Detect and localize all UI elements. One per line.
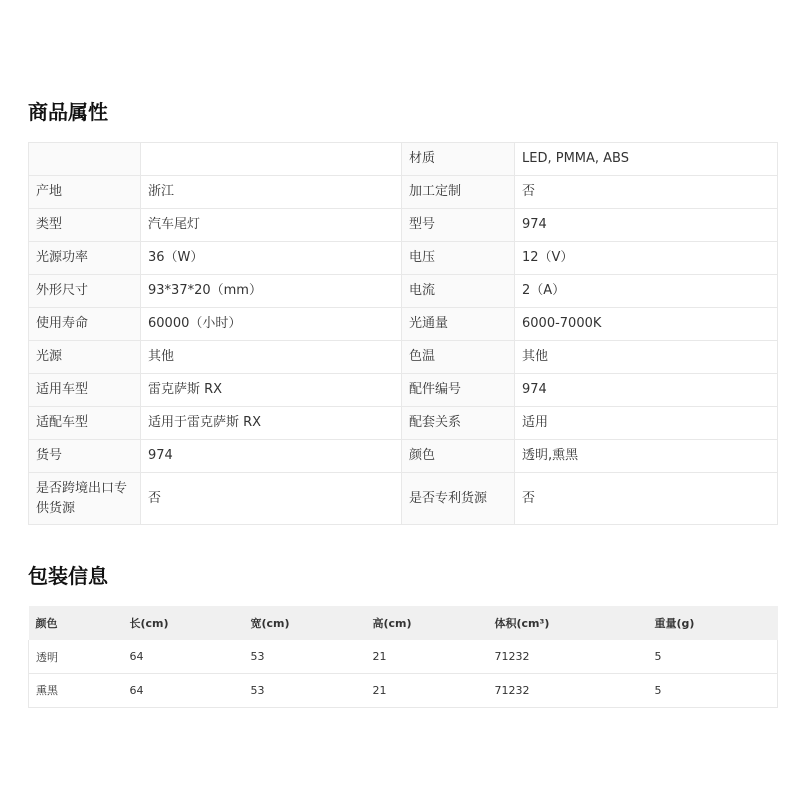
table-cell: 21 bbox=[366, 640, 488, 674]
attribute-label: 电压 bbox=[402, 242, 515, 275]
attribute-value: 其他 bbox=[515, 341, 778, 374]
table-cell: 64 bbox=[123, 674, 244, 708]
attribute-row bbox=[29, 275, 778, 308]
attribute-value: 93*37*20（mm） bbox=[141, 275, 402, 308]
attribute-label: 加工定制 bbox=[402, 176, 515, 209]
attribute-value: 适用于雷克萨斯 RX bbox=[141, 407, 402, 440]
attribute-label: 适配车型 bbox=[29, 407, 141, 440]
attribute-value: 汽车尾灯 bbox=[141, 209, 402, 242]
table-cell: 71232 bbox=[488, 674, 648, 708]
column-header: 宽(cm) bbox=[250, 617, 290, 630]
attribute-value: 36（W） bbox=[141, 242, 402, 275]
attribute-label: 适用车型 bbox=[29, 374, 141, 407]
attribute-value: 974 bbox=[515, 209, 778, 242]
packaging-header-row bbox=[29, 606, 778, 640]
attribute-row bbox=[29, 209, 778, 242]
attribute-value: 60000（小时） bbox=[141, 308, 402, 341]
attribute-value: 974 bbox=[141, 440, 402, 473]
column-header: 颜色 bbox=[35, 617, 58, 630]
attribute-label: 外形尺寸 bbox=[29, 275, 141, 308]
table-cell: 5 bbox=[648, 674, 778, 708]
attribute-label: 货号 bbox=[29, 440, 141, 473]
column-header: 长(cm) bbox=[129, 617, 169, 630]
attribute-value: 透明,熏黑 bbox=[515, 440, 778, 473]
attribute-label: 材质 bbox=[402, 143, 515, 176]
table-cell: 熏黑 bbox=[29, 674, 123, 708]
column-header: 体积(cm³) bbox=[494, 617, 550, 630]
attribute-row bbox=[29, 308, 778, 341]
attribute-value: 974 bbox=[515, 374, 778, 407]
attribute-value: LED, PMMA, ABS bbox=[515, 143, 778, 176]
attribute-label: 型号 bbox=[402, 209, 515, 242]
packaging-table bbox=[28, 606, 778, 708]
attribute-value: 否 bbox=[515, 176, 778, 209]
attribute-label: 光源功率 bbox=[29, 242, 141, 275]
attribute-value: 否 bbox=[141, 473, 402, 525]
attribute-label: 类型 bbox=[29, 209, 141, 242]
attribute-value: 适用 bbox=[515, 407, 778, 440]
table-cell: 5 bbox=[648, 640, 778, 674]
attribute-value bbox=[141, 143, 402, 176]
attribute-label: 使用寿命 bbox=[29, 308, 141, 341]
attribute-row bbox=[29, 374, 778, 407]
table-cell: 53 bbox=[244, 640, 366, 674]
attribute-label: 颜色 bbox=[402, 440, 515, 473]
table-cell: 53 bbox=[244, 674, 366, 708]
attributes-table bbox=[28, 142, 778, 525]
attribute-label: 是否专利货源 bbox=[402, 473, 515, 525]
attribute-label: 配件编号 bbox=[402, 374, 515, 407]
attribute-label: 产地 bbox=[29, 176, 141, 209]
attribute-row bbox=[29, 176, 778, 209]
attribute-value: 其他 bbox=[141, 341, 402, 374]
table-cell: 透明 bbox=[29, 640, 123, 674]
attribute-label: 配套关系 bbox=[402, 407, 515, 440]
attribute-value: 12（V） bbox=[515, 242, 778, 275]
attribute-row bbox=[29, 440, 778, 473]
attribute-row bbox=[29, 341, 778, 374]
attribute-value: 6000-7000K bbox=[515, 308, 778, 341]
attribute-row bbox=[29, 473, 778, 525]
attribute-label: 光通量 bbox=[402, 308, 515, 341]
attribute-value: 雷克萨斯 RX bbox=[141, 374, 402, 407]
table-cell: 64 bbox=[123, 640, 244, 674]
column-header: 重量(g) bbox=[654, 617, 695, 630]
attribute-label: 色温 bbox=[402, 341, 515, 374]
attributes-title: 商品属性 bbox=[28, 100, 108, 124]
table-row bbox=[29, 640, 778, 674]
packaging-title: 包装信息 bbox=[28, 564, 108, 588]
attribute-label bbox=[29, 143, 141, 176]
attribute-row bbox=[29, 407, 778, 440]
table-row bbox=[29, 674, 778, 708]
column-header: 高(cm) bbox=[372, 617, 412, 630]
attribute-value: 浙江 bbox=[141, 176, 402, 209]
attribute-row bbox=[29, 242, 778, 275]
attribute-label: 光源 bbox=[29, 341, 141, 374]
attribute-value: 2（A） bbox=[515, 275, 778, 308]
attribute-label: 是否跨境出口专供货源 bbox=[29, 473, 141, 525]
table-cell: 21 bbox=[366, 674, 488, 708]
attribute-value: 否 bbox=[515, 473, 778, 525]
attribute-label: 电流 bbox=[402, 275, 515, 308]
table-cell: 71232 bbox=[488, 640, 648, 674]
attribute-row bbox=[29, 143, 778, 176]
